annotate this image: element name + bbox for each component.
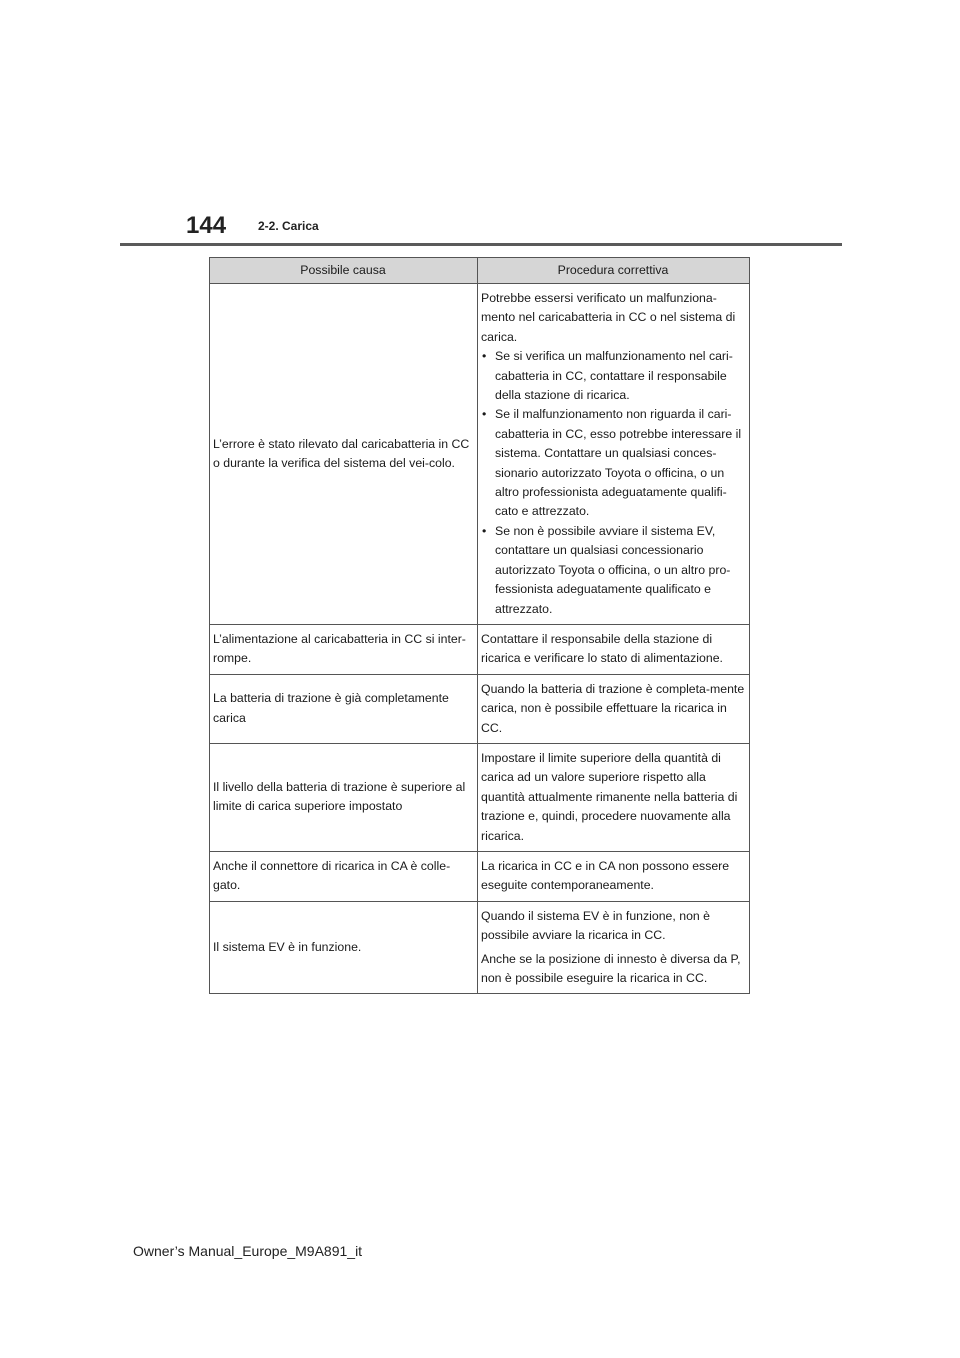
- table-row: [210, 901, 750, 994]
- action-text: Quando la batteria di trazione è completa-mente carica, non è possibile effettuare la ricarica in CC.: [481, 681, 745, 735]
- header-divider: [120, 243, 842, 246]
- table-row: [210, 284, 750, 625]
- table-row: [210, 851, 750, 901]
- action-cell: [478, 674, 750, 743]
- table-row: [210, 743, 750, 851]
- cause-text: Il sistema EV è in funzione.: [213, 939, 362, 954]
- column-header-cause: Possibile causa: [210, 258, 478, 284]
- action-cell: [478, 743, 750, 851]
- action-cell: [478, 851, 750, 901]
- cause-text: L’errore è stato rilevato dal caricabatteria in CC o durante la verifica del sistema del vei-colo.: [213, 436, 470, 470]
- cause-text: L’alimentazione al caricabatteria in CC si inter-rompe.: [213, 631, 466, 666]
- action-cell: [478, 284, 750, 625]
- cause-text: Anche il connettore di ricarica in CA è colle-gato.: [213, 858, 451, 893]
- list-item: • Se non è possibile avviare il sistema EV, contattare un qualsiasi concessionario autorizzato Toyota o officina, o un altro pro-fessionista adeguatamente qualificato e attrezzato.: [481, 522, 745, 619]
- cause-cell: [210, 624, 478, 674]
- action-text: Contattare il responsabile della stazione di ricarica e verificare lo stato di alimentazione.: [481, 631, 723, 666]
- table-row: [210, 624, 750, 674]
- cause-cell: [210, 901, 478, 994]
- cause-cell: [210, 851, 478, 901]
- list-item: • Se si verifica un malfunzionamento nel cari-cabatteria in CC, contattare il responsabile della stazione di ricarica.: [481, 347, 745, 405]
- page-number: 144: [186, 212, 227, 239]
- table-row: [210, 674, 750, 743]
- action-cell: [478, 624, 750, 674]
- cause-text: La batteria di trazione è già completamente carica: [213, 691, 449, 725]
- troubleshooting-table: [209, 257, 750, 994]
- action-text: La ricarica in CC e in CA non possono essere eseguite contemporaneamente.: [481, 858, 730, 893]
- table-header-row: [210, 258, 750, 284]
- cause-cell: [210, 284, 478, 625]
- column-header-action: Procedura correttiva: [478, 258, 750, 284]
- action-text: Anche se la posizione di innesto è diversa da P, non è possibile eseguire la ricarica in CC.: [481, 951, 741, 985]
- action-text: Potrebbe essersi verificato un malfunziona-mento nel caricabatteria in CC o nel sistema di carica.: [481, 291, 736, 344]
- cause-text: Il livello della batteria di trazione è superiore al limite di carica superiore impostato: [213, 780, 466, 814]
- action-text: Quando il sistema EV è in funzione, non è possibile avviare la ricarica in CC.: [481, 908, 710, 943]
- cause-cell: [210, 743, 478, 851]
- action-bullet-list: [481, 347, 745, 619]
- footer-manual-id: Owner’s Manual_Europe_M9A891_it: [133, 1243, 363, 1259]
- section-title: 2-2. Carica: [258, 219, 319, 233]
- cause-cell: [210, 674, 478, 743]
- action-cell: [478, 901, 750, 994]
- action-text: Impostare il limite superiore della quantità di carica ad un valore superiore rispetto alla quantità attualmente rimanente nella batteria di trazione e, quindi, procedere nuovamente alla ricarica.: [481, 750, 738, 843]
- list-item: • Se il malfunzionamento non riguarda il cari-cabatteria in CC, esso potrebbe interessare il sistema. Contattare un qualsiasi conces-sionario autorizzato Toyota o officina, o un altro professionista adeguatamente qualifi-cato e attrezzato.: [481, 405, 745, 521]
